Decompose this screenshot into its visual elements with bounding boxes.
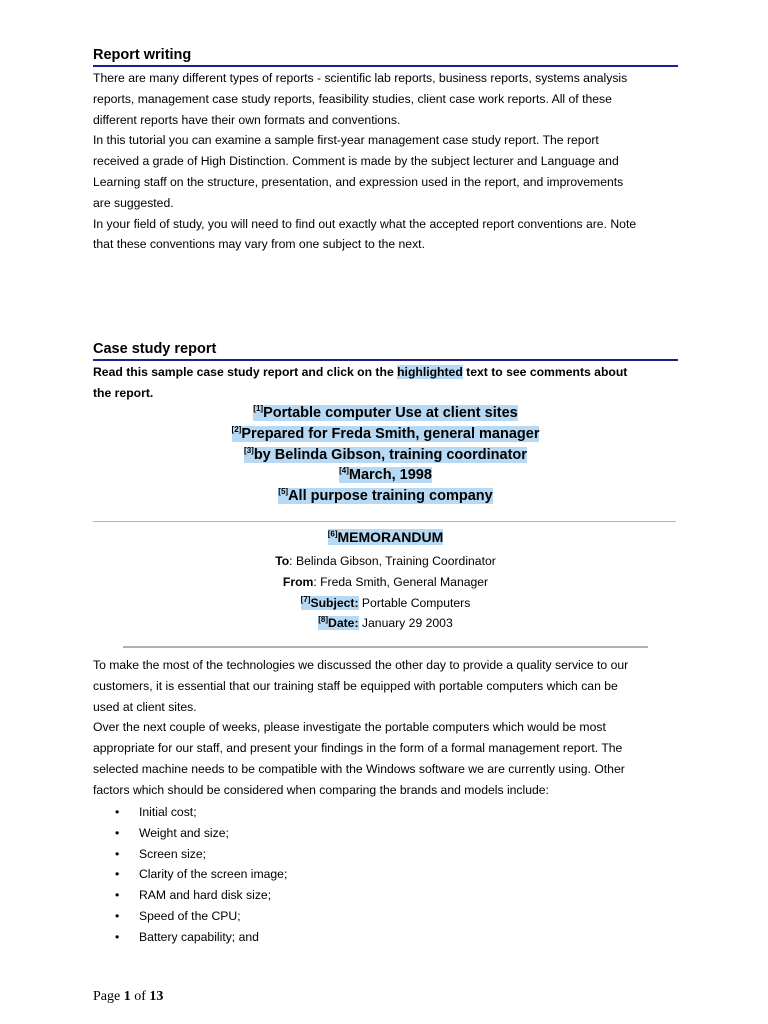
title-text: All purpose training company	[288, 488, 493, 505]
list-item-text: Initial cost;	[139, 805, 197, 819]
ref-marker: [2]	[231, 424, 242, 434]
field-value: : Freda Smith, General Manager	[313, 574, 489, 589]
memo-from	[93, 572, 678, 593]
comment-link-2[interactable]	[232, 426, 540, 442]
text-line: To make the most of the technologies we discussed the other day to provide a quality service to our	[93, 658, 629, 672]
list-item	[93, 906, 683, 927]
title-line	[93, 465, 678, 486]
text-line: Learning staff on the structure, presentation, and expression used in the report, and improvements	[93, 174, 624, 189]
comment-link-1[interactable]	[253, 405, 517, 421]
memo-subject	[93, 593, 678, 614]
text-line: that these conventions may vary from one subject to the next.	[93, 237, 425, 252]
comment-link-8[interactable]	[318, 616, 358, 630]
intro-line-2: the report.	[93, 385, 154, 400]
ref-marker: [7]	[300, 594, 311, 604]
list-item	[93, 864, 683, 885]
title-text: Prepared for Freda Smith, general manager	[241, 425, 540, 442]
memo-heading	[93, 527, 678, 547]
list-item-text: Screen size;	[139, 846, 207, 861]
ref-marker: [6]	[327, 529, 338, 539]
divider	[123, 646, 648, 648]
ref-marker: [1]	[253, 404, 264, 414]
title-text: Portable computer Use at client sites	[263, 405, 518, 421]
bullet-icon: •	[115, 867, 120, 882]
bullet-icon: •	[115, 805, 120, 819]
report-title-block	[93, 403, 678, 507]
list-item-text: Clarity of the screen image;	[139, 867, 288, 882]
title-line	[93, 445, 678, 466]
list-item	[93, 927, 683, 948]
intro-paragraphs	[93, 68, 683, 255]
text-line: Over the next couple of weeks, please investigate the portable computers which would be most	[93, 720, 606, 735]
text-line: In this tutorial you can examine a sample first-year management case study report. The report	[93, 133, 599, 148]
case-study-intro	[93, 362, 683, 404]
bullet-icon: •	[115, 846, 120, 861]
memo-date	[93, 613, 678, 634]
bullet-icon: •	[115, 908, 120, 923]
title-line	[93, 486, 678, 507]
text-line: There are many different types of reports - scientific lab reports, business reports, systems analysis	[93, 71, 628, 85]
field-label: From	[282, 574, 314, 589]
of-word: of	[130, 989, 150, 1004]
field-label: Date:	[328, 616, 359, 631]
text-line: customers, it is essential that our training staff be equipped with portable computers which can be	[93, 678, 618, 693]
divider	[93, 521, 676, 522]
list-item-text: Speed of the CPU;	[139, 908, 241, 923]
comment-link-5[interactable]	[278, 488, 492, 504]
current-page-number: 1	[123, 989, 131, 1004]
field-value: : Belinda Gibson, Training Coordinator	[289, 554, 496, 568]
text-line: are suggested.	[93, 195, 174, 210]
field-value: Portable Computers	[358, 595, 471, 610]
text-line: used at client sites.	[93, 699, 197, 714]
text-line: reports, management case study reports, feasibility studies, client case work reports. All of these	[93, 91, 612, 106]
title-line	[93, 403, 678, 424]
list-item	[93, 802, 683, 823]
title-text: March, 1998	[348, 467, 432, 484]
ref-marker: [4]	[339, 466, 349, 476]
title-text: by Belinda Gibson, training coordinator	[253, 446, 527, 463]
memo-header-fields	[93, 551, 678, 634]
ref-marker: [5]	[278, 487, 289, 497]
text-line: factors which should be considered when comparing the brands and models include:	[93, 782, 549, 797]
section-heading-case-study: Case study report	[93, 340, 678, 361]
bullet-icon: •	[115, 825, 120, 840]
page-word: Page	[93, 989, 124, 1004]
comment-link-6[interactable]	[328, 529, 444, 545]
intro-text: Read this sample case study report and click on the	[93, 365, 398, 379]
intro-line-1	[93, 362, 683, 383]
list-item	[93, 844, 683, 865]
intro-text: text to see comments about	[462, 365, 628, 379]
comment-link-3[interactable]	[244, 447, 527, 463]
text-line: different reports have their own formats and conventions.	[93, 112, 401, 127]
list-item-text: Weight and size;	[139, 825, 229, 840]
field-value: January 29 2003	[358, 616, 453, 631]
memo-body	[93, 655, 683, 801]
text-line: In your field of study, you will need to find out exactly what the accepted report conventions are. Note	[93, 216, 637, 231]
ref-marker: [3]	[244, 445, 254, 455]
comment-link-7[interactable]	[301, 596, 359, 610]
page-footer	[93, 989, 163, 1005]
highlighted-link[interactable]: highlighted	[397, 365, 463, 379]
bullet-icon: •	[115, 929, 120, 944]
list-item	[93, 885, 683, 906]
total-pages: 13	[149, 989, 164, 1004]
comment-link-4[interactable]	[339, 467, 432, 483]
list-item	[93, 823, 683, 844]
ref-marker: [8]	[318, 615, 329, 625]
text-line: selected machine needs to be compatible with the Windows software we are currently using. Other	[93, 761, 625, 776]
text-line: appropriate for our staff, and present your findings in the form of a formal management report. The	[93, 741, 623, 756]
memo-title: MEMORANDUM	[337, 529, 444, 545]
bullet-icon: •	[115, 888, 120, 903]
section-heading-report-writing: Report writing	[93, 46, 678, 67]
field-label: Subject:	[310, 595, 359, 610]
text-line: received a grade of High Distinction. Comment is made by the subject lecturer and Language and	[93, 154, 619, 169]
list-item-text: Battery capability; and	[139, 929, 259, 944]
field-label: To	[275, 554, 290, 568]
title-line	[93, 424, 678, 445]
list-item-text: RAM and hard disk size;	[139, 888, 272, 903]
factors-list	[93, 802, 683, 948]
memo-to	[93, 551, 678, 572]
